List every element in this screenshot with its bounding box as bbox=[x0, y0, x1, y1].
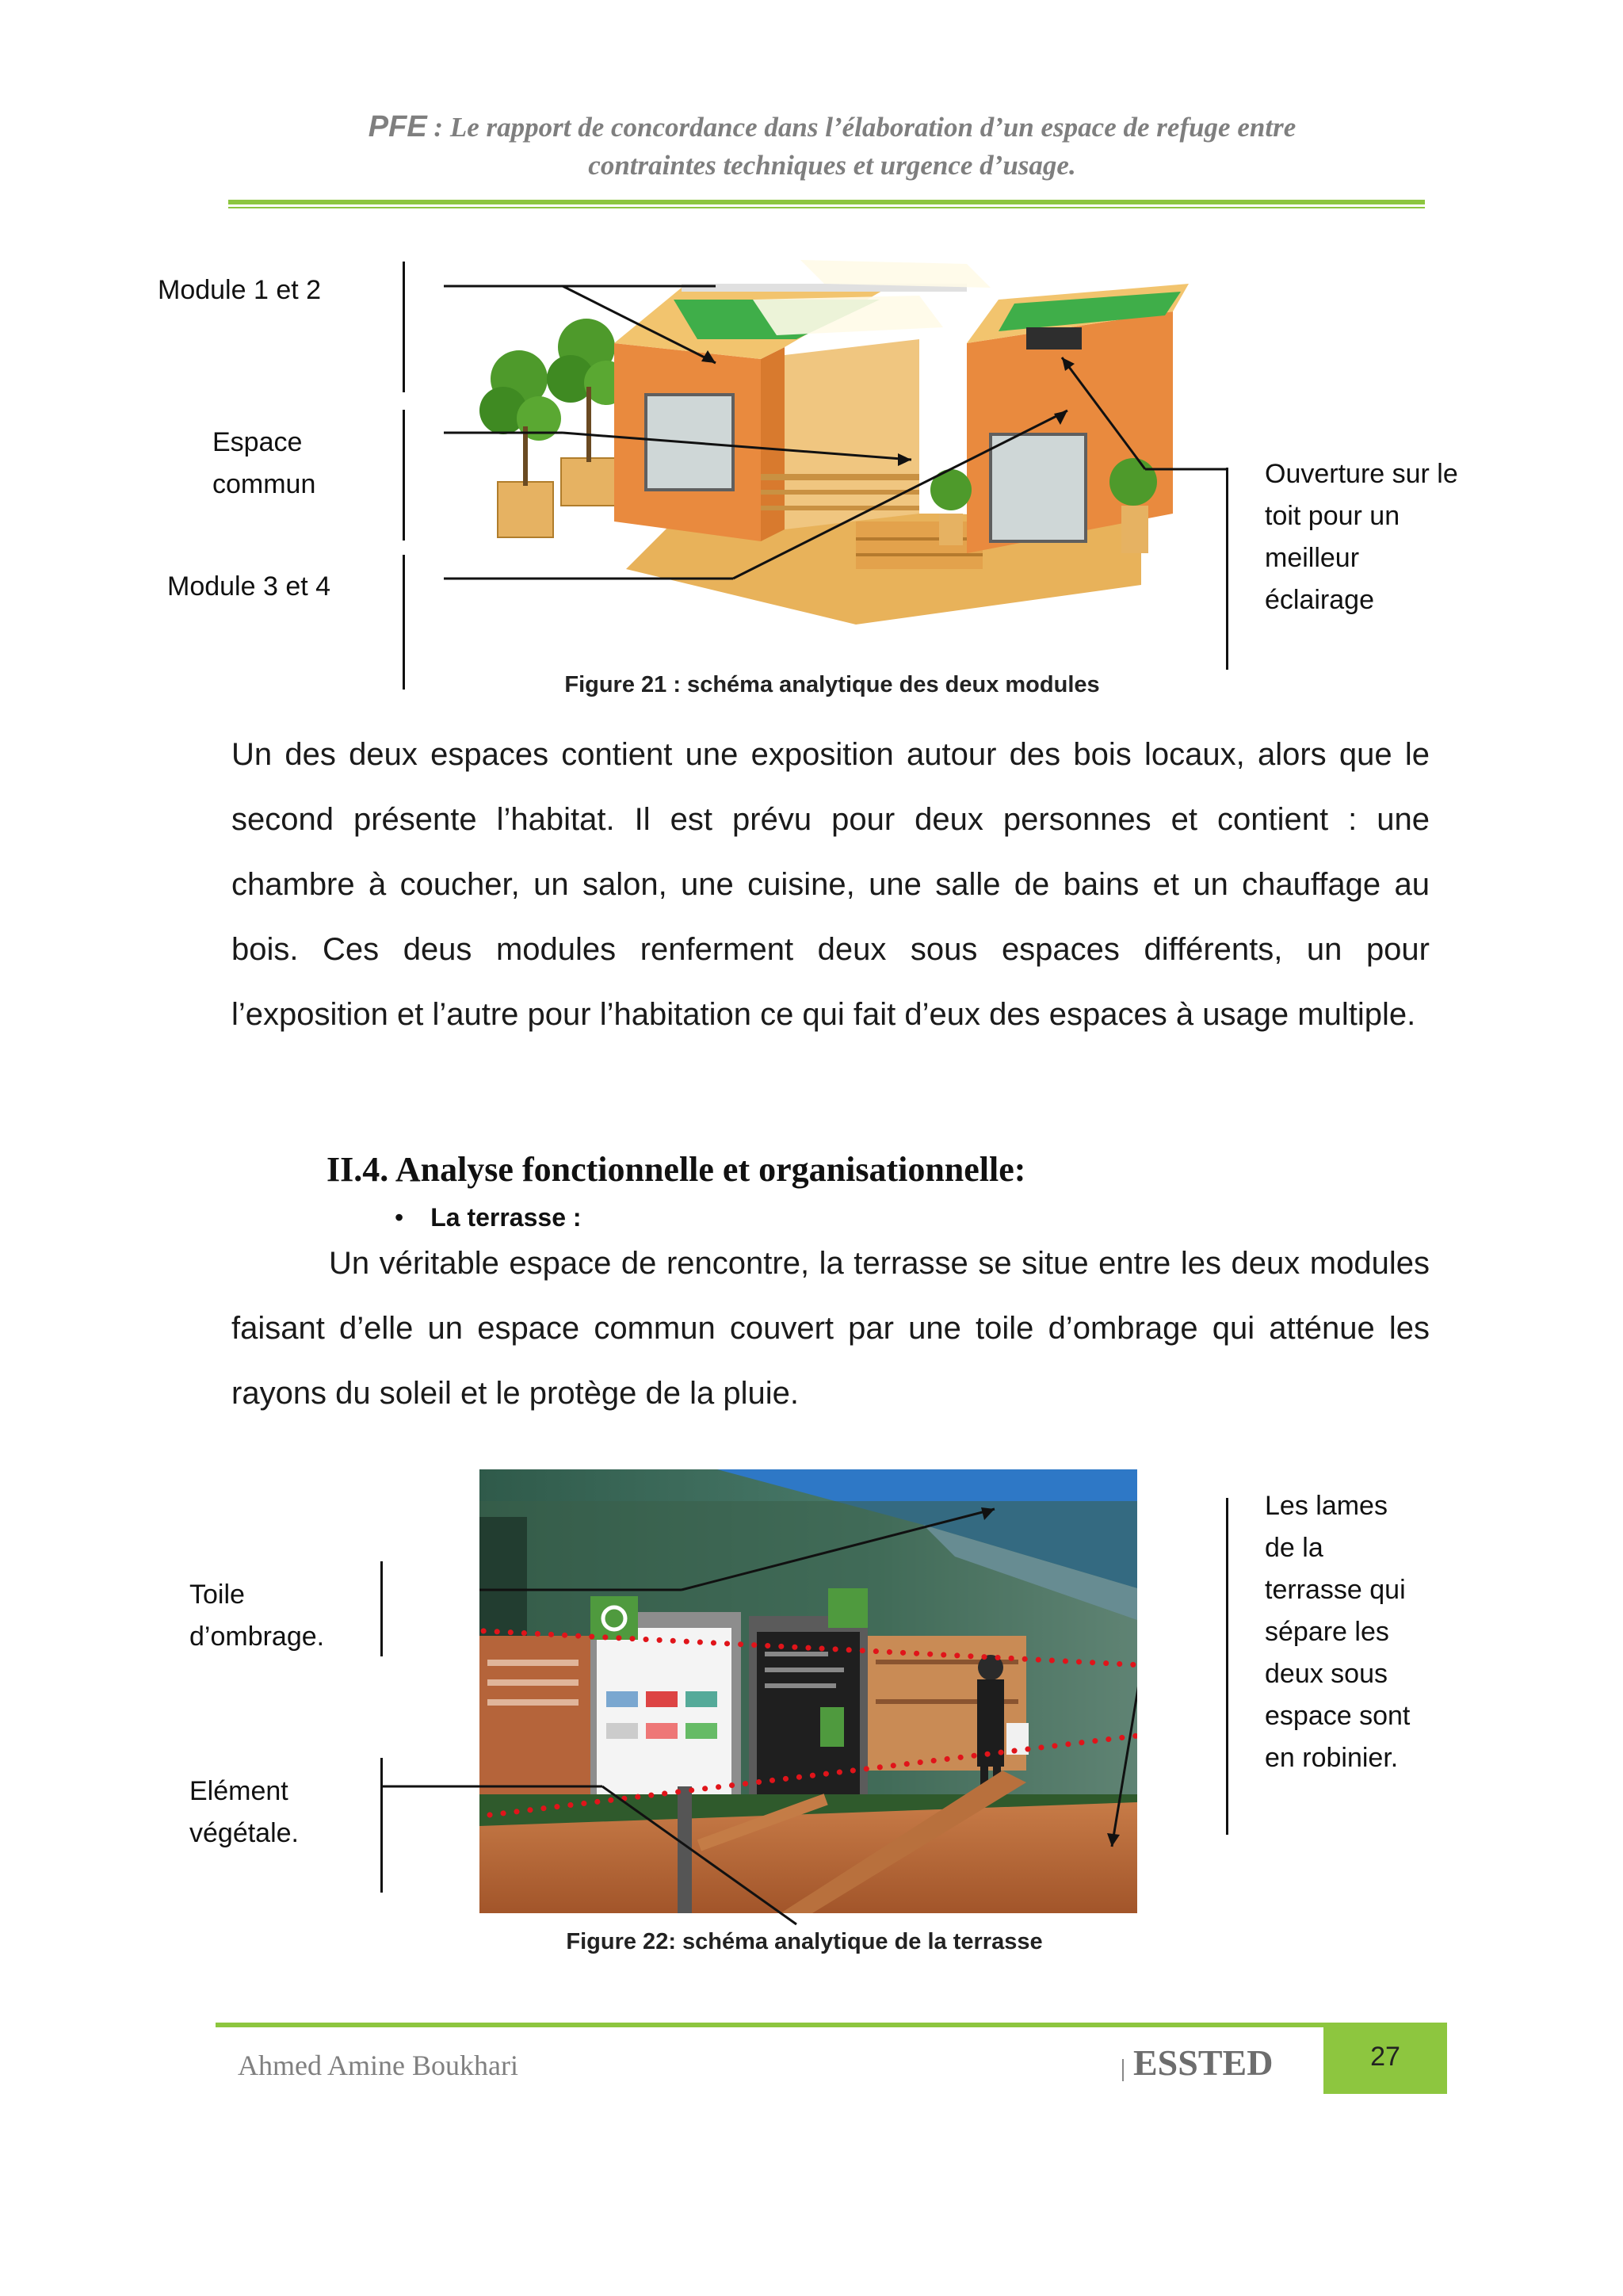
label-espace-line-2: commun bbox=[212, 469, 316, 499]
label-espace-line-1: Espace bbox=[212, 427, 303, 457]
label-lames-line-6: espace sont bbox=[1265, 1701, 1411, 1731]
section-title: II.4. Analyse fonctionnelle et organisationnelle: bbox=[327, 1150, 1026, 1189]
figure-22-caption: Figure 22: schéma analytique de la terrasse bbox=[566, 1929, 1043, 1954]
label-element-line-2: végétale. bbox=[189, 1818, 299, 1848]
label-espace-commun bbox=[212, 422, 315, 506]
footer-rule bbox=[216, 2023, 1323, 2027]
label-module-3-4: Module 3 et 4 bbox=[167, 571, 331, 602]
header-title-part-1: : Le rapport de concordance dans l’élaboration d’un espace de refuge entre bbox=[426, 112, 1296, 143]
header-rule bbox=[228, 200, 1425, 204]
header-title-part-2: contraintes techniques et urgence d’usage. bbox=[588, 150, 1076, 181]
paragraph-modules bbox=[231, 722, 1430, 1047]
label-lames-terrasse bbox=[1265, 1485, 1410, 1779]
paragraph-terrasse bbox=[231, 1231, 1430, 1426]
element-vegetal-arrow bbox=[380, 1775, 824, 1934]
header-line-1 bbox=[190, 108, 1474, 147]
label-ouverture-line-4: éclairage bbox=[1265, 585, 1374, 615]
page-number: 27 bbox=[1370, 2042, 1400, 2072]
bracket-toile bbox=[380, 1561, 383, 1656]
label-ouverture-toit bbox=[1265, 453, 1458, 621]
label-toile-line-1: Toile bbox=[189, 1580, 245, 1610]
bullet-terrasse-label: La terrasse : bbox=[430, 1203, 582, 1232]
label-element-line-1: Elément bbox=[189, 1776, 288, 1806]
house-modules-illustration bbox=[444, 252, 1228, 648]
bracket-module-1-2 bbox=[403, 262, 405, 392]
label-lames-line-5: deux sous bbox=[1265, 1659, 1388, 1689]
label-lames-line-3: terrasse qui bbox=[1265, 1575, 1406, 1605]
bracket-lames bbox=[1226, 1498, 1228, 1835]
page-number-box bbox=[1323, 2023, 1447, 2094]
header-prefix: PFE bbox=[368, 110, 427, 143]
page-header bbox=[190, 108, 1474, 185]
bullet-terrasse bbox=[395, 1203, 582, 1232]
paragraph-modules-text: Un des deux espaces contient une exposition autour des bois locaux, alors que le second présente l’habitat. Il est prévu pour deux personnes et contient : une chambre à coucher, un salon, une cuisine, une salle de bains et un chauffage au bois. Ces deus modules renferment deux sous espaces différents, un pour l’exposition et l’autre pour l’habitation ce qui fait d’eux des espaces à usage multiple. bbox=[231, 737, 1430, 1032]
label-lames-line-1: Les lames bbox=[1265, 1491, 1388, 1521]
label-lames-line-4: sépare les bbox=[1265, 1617, 1389, 1647]
paragraph-terrasse-text: Un véritable espace de rencontre, la terrasse se situe entre les deux modules faisant d’elle un espace commun couvert par une toile d’ombrage qui atténue les rayons du soleil et le protège de la pluie. bbox=[231, 1246, 1430, 1411]
footer-organization: ESSTED bbox=[1133, 2042, 1274, 2083]
footer-separator bbox=[1122, 2059, 1124, 2081]
label-ouverture-line-3: meilleur bbox=[1265, 543, 1360, 573]
label-ouverture-line-2: toit pour un bbox=[1265, 501, 1400, 531]
label-lames-line-2: de la bbox=[1265, 1533, 1323, 1563]
label-lames-line-7: en robinier. bbox=[1265, 1743, 1399, 1773]
bracket-module-3-4 bbox=[403, 555, 405, 690]
figure-21-caption: Figure 21 : schéma analytique des deux modules bbox=[564, 672, 1100, 697]
label-element-vegetal bbox=[189, 1771, 299, 1855]
label-module-1-2: Module 1 et 2 bbox=[158, 275, 322, 305]
label-toile-ombrage bbox=[189, 1574, 324, 1658]
bracket-espace-commun bbox=[403, 410, 405, 541]
header-rule-thin bbox=[228, 207, 1425, 208]
bullet-dot: • bbox=[395, 1203, 404, 1232]
label-ouverture-line-1: Ouverture sur le bbox=[1265, 459, 1458, 489]
label-toile-line-2: d’ombrage. bbox=[189, 1622, 325, 1652]
footer-author: Ahmed Amine Boukhari bbox=[238, 2050, 518, 2081]
